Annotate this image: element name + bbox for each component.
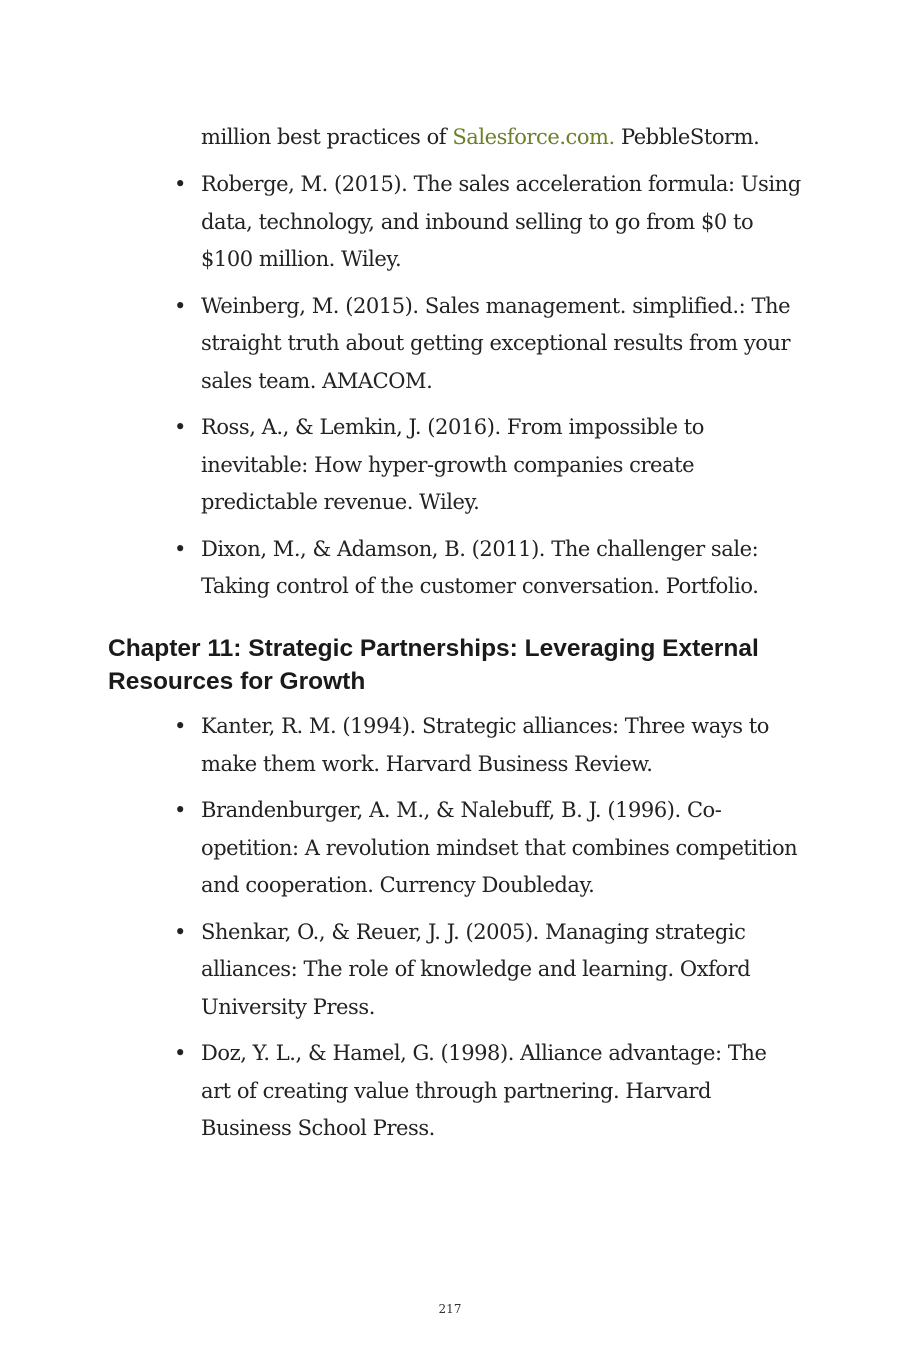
page-number: 217 [438, 1302, 462, 1316]
bullet-icon: • [174, 714, 186, 738]
bullet-icon: • [174, 919, 186, 944]
reference-text: Roberge, M. (2015). The sales acceleration formula: Using data, technology, and inbound selling to go from $0 to $100 million. Wiley. [201, 172, 801, 271]
bullet-icon: • [174, 293, 186, 318]
bullet-icon: • [174, 536, 186, 561]
reference-text: Kanter, R. M. (1994). Strategic alliances: Three ways to make them work. Harvard Business Review. [201, 714, 769, 776]
reference-text: Brandenburger, A. M., & Nalebuff, B. J. (1996). Co-opetition: A revolution mindset that combines competition and cooperation. Currency Doubleday. [201, 798, 798, 897]
reference-text: Ross, A., & Lemkin, J. (2016). From impossible to inevitable: How hyper-growth companies create predictable revenue. Wiley. [201, 415, 704, 514]
reference-list-chapter-11 [174, 708, 801, 1157]
reference-text: Doz, Y. L., & Hamel, G. (1998). Alliance advantage: The art of creating value through partnering. Harvard Business School Press. [201, 1041, 767, 1140]
chapter-heading: Chapter 11: Strategic Partnerships: Leveraging External Resources for Growth [108, 635, 759, 695]
reference-item [174, 288, 801, 401]
bullet-icon: • [174, 1041, 186, 1065]
reference-item [174, 166, 801, 279]
reference-item [174, 914, 801, 1027]
salesforce-link[interactable]: Salesforce.com. [452, 125, 615, 149]
reference-item [174, 1035, 801, 1148]
bullet-icon: • [174, 172, 186, 196]
reference-text: Dixon, M., & Adamson, B. (2011). The challenger sale: Taking control of the customer conversation. Portfolio. [201, 536, 759, 598]
reference-list-chapter-10 [174, 166, 801, 615]
reference-item [174, 531, 801, 606]
reference-item [174, 792, 801, 905]
reference-text: Weinberg, M. (2015). Sales management. simplified.: The straight truth about getting exceptional results from your sales team. AMACOM. [201, 293, 791, 393]
reference-item [174, 708, 801, 783]
reference-continuation [201, 119, 759, 157]
reference-item [174, 409, 801, 522]
bullet-icon: • [174, 798, 186, 822]
reference-text: Shenkar, O., & Reuer, J. J. (2005). Managing strategic alliances: The role of knowledge and learning. Oxford University Press. [201, 919, 751, 1019]
continuation-text-before: million best practices of [201, 125, 453, 149]
continuation-text-after: PebbleStorm. [614, 125, 760, 149]
bullet-icon: • [174, 415, 186, 439]
